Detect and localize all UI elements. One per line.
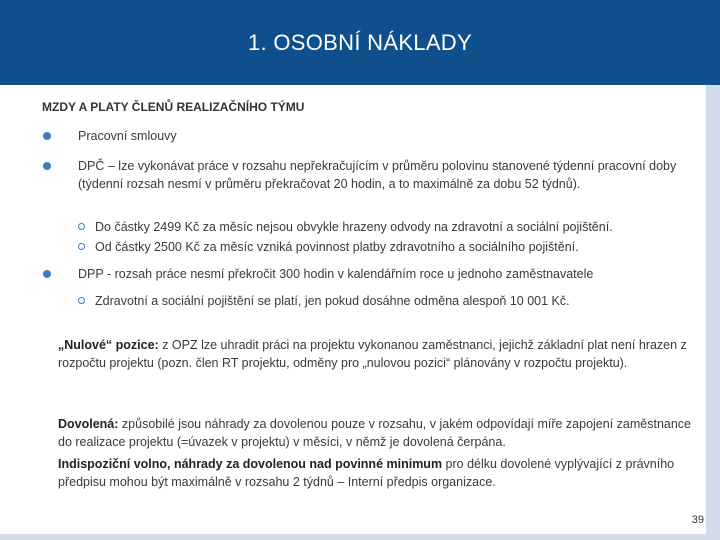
note-indispozicni-label: Indispoziční volno, náhrady za dovolenou nad povinné minimum	[58, 457, 443, 471]
slide-frame-bottom	[0, 534, 720, 540]
bullet-icon	[43, 270, 51, 278]
bullet-icon	[43, 132, 51, 140]
section-title: MZDY A PLATY ČLENŮ REALIZAČNÍHO TÝMU	[42, 100, 305, 114]
sub-item-zdravotni: Zdravotní a sociální pojištění se platí, jen pokud dosáhne odměna alespoň 10 001 Kč.	[95, 294, 570, 308]
sub-item-do-castky: Do částky 2499 Kč za měsíc nejsou obvykle hrazeny odvody na zdravotní a sociální pojištění.	[95, 220, 613, 234]
note-nulove-pozice	[58, 336, 698, 372]
slide-header	[0, 0, 720, 85]
sub-bullet-icon	[78, 297, 85, 304]
note-nulove-text: z OPZ lze uhradit práci na projektu vykonanou zaměstnanci, jejichž základní plat není hrazen z rozpočtu projektu (pozn. člen RT projektu, odměny pro „nulovou pozici“ plánovány v rozpočtu projektu).	[58, 338, 687, 370]
list-item-dpp: DPP - rozsah práce nesmí překročit 300 hodin v kalendářním roce u jednoho zaměstnavatele	[78, 267, 594, 281]
note-dovolena-text: způsobilé jsou náhrady za dovolenou pouze v rozsahu, v jakém odpovídají míře zapojení zaměstnance do realizace projektu (=úvazek v projektu) v měsíci, v němž je dovolená čerpána.	[58, 417, 692, 449]
sub-bullet-icon	[78, 223, 85, 230]
note-nulove-label: „Nulové“ pozice:	[58, 338, 159, 352]
bullet-icon	[43, 162, 51, 170]
note-dovolena-label: Dovolená:	[58, 417, 119, 431]
note-dovolena	[58, 415, 698, 451]
list-item-pracovni-smlouvy: Pracovní smlouvy	[78, 129, 177, 143]
slide-title: 1. OSOBNÍ NÁKLADY	[248, 30, 472, 55]
page-number: 39	[691, 514, 704, 526]
note-indispozicni-text: pro délku dovolené vyplývající z právního předpisu mohou být maximálně v rozsahu 2 týdnů – Interní předpis organizace.	[58, 457, 675, 489]
sub-bullet-icon	[78, 243, 85, 250]
note-indispozicni	[58, 455, 698, 491]
sub-item-od-castky: Od částky 2500 Kč za měsíc vzniká povinnost platby zdravotního a sociálního pojištění.	[95, 240, 579, 254]
list-item-dpc: DPČ – lze vykonávat práce v rozsahu nepřekračujícím v průměru polovinu stanovené týdenní pracovní doby (týdenní rozsah nesmí v průměru překračovat 20 hodin, a to maximálně za dobu 52 týdnů).	[78, 159, 677, 191]
